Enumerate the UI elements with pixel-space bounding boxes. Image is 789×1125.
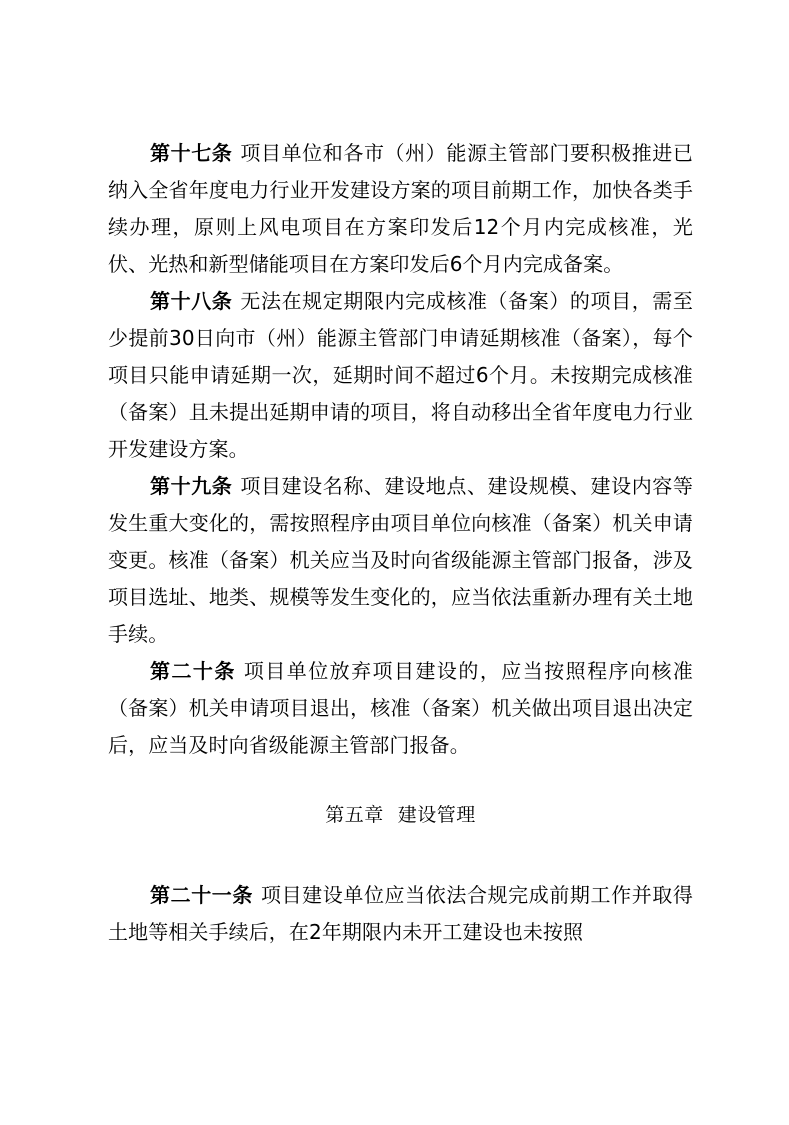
article-number: 第十八条 <box>150 289 233 313</box>
article-text: 项目建设名称、建设地点、建设规模、建设内容等发生重大变化的，需按照程序由项目单位向核准（备案）机关申请变更。核准（备案）机关应当及时向省级能源主管部门报备，涉及项目选址、地类、规模等发生变化的，应当依法重新办理有关土地手续。 <box>108 474 693 646</box>
article-17 <box>108 135 693 283</box>
article-number: 第十九条 <box>150 474 233 498</box>
article-20 <box>108 653 693 764</box>
article-18 <box>108 283 693 468</box>
article-number: 第二十条 <box>150 659 236 683</box>
article-21 <box>108 877 693 951</box>
article-number: 第二十一条 <box>150 883 253 907</box>
article-number: 第十七条 <box>150 141 233 165</box>
chapter-title: 建设管理 <box>397 804 476 826</box>
document-body <box>108 135 693 951</box>
article-text: 无法在规定期限内完成核准（备案）的项目，需至少提前30日向市（州）能源主管部门申请延期核准（备案），每个项目只能申请延期一次，延期时间不超过6个月。未按期完成核准（备案）且未提出延期申请的项目，将自动移出全省年度电力行业开发建设方案。 <box>108 289 693 461</box>
article-text: 项目单位放弃项目建设的，应当按照程序向核准（备案）机关申请项目退出，核准（备案）机关做出项目退出决定后，应当及时向省级能源主管部门报备。 <box>108 659 693 757</box>
article-19 <box>108 468 693 653</box>
article-text: 项目建设单位应当依法合规完成前期工作并取得土地等相关手续后，在2年期限内未开工建设也未按照 <box>108 883 693 944</box>
chapter-number: 第五章 <box>325 804 384 826</box>
article-text: 项目单位和各市（州）能源主管部门要积极推进已纳入全省年度电力行业开发建设方案的项目前期工作，加快各类手续办理，原则上风电项目在方案印发后12个月内完成核准，光伏、光热和新型储能项目在方案印发后6个月内完成备案。 <box>108 141 693 276</box>
chapter-heading <box>108 800 693 830</box>
